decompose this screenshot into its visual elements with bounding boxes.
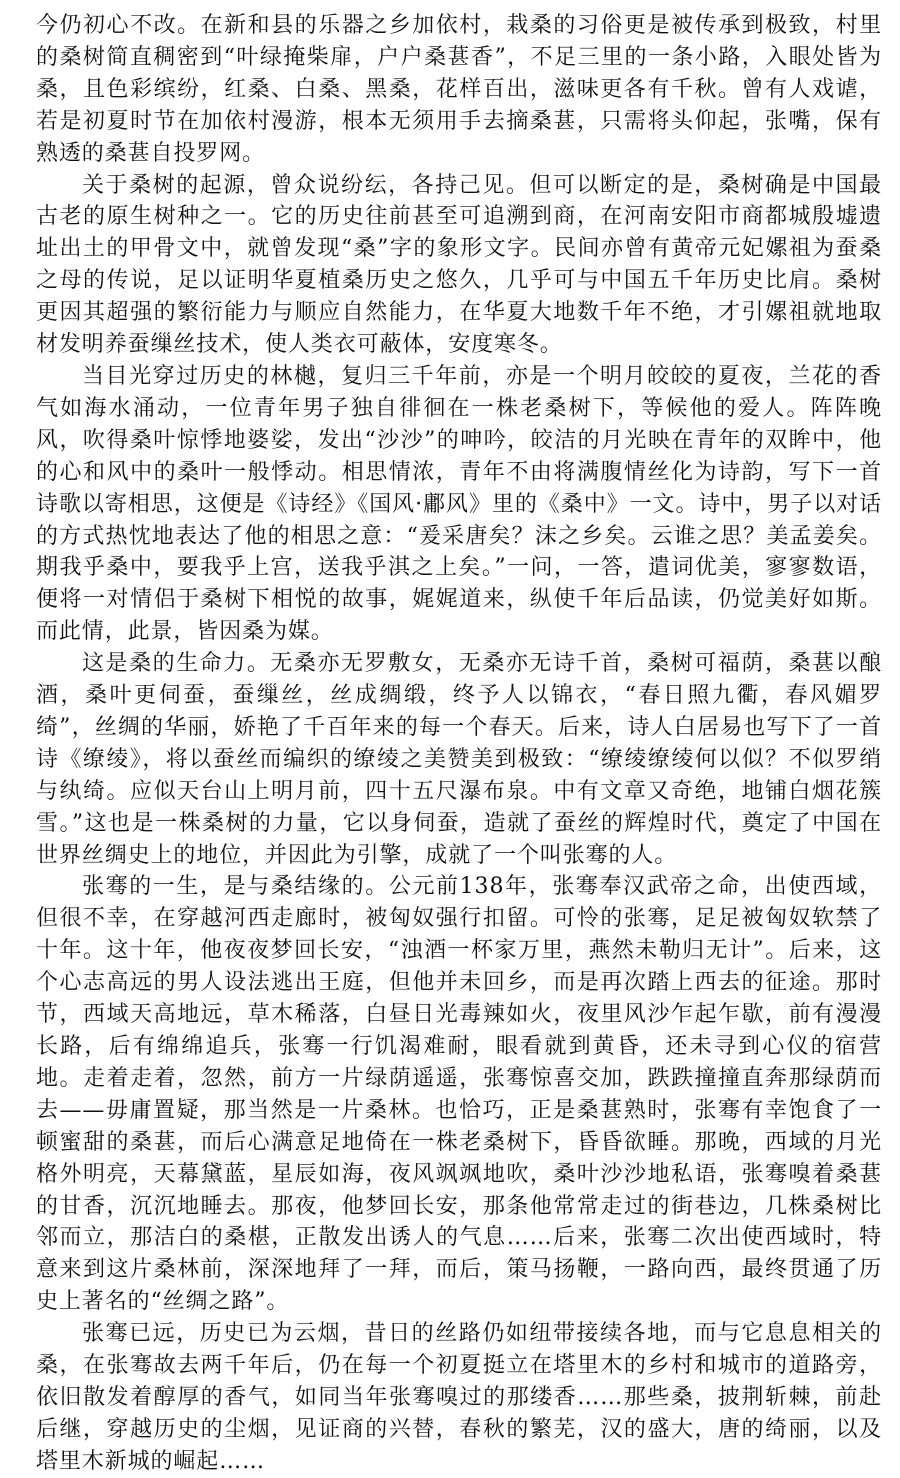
paragraph-closing: 张骞已远，历史已为云烟，昔日的丝路仍如纽带接续各地，而与它息息相关的桑，在张骞故去两千年后，仍在每一个初夏挺立在塔里木的乡村和城市的道路旁，依旧散发着醇厚的香气，如同当年张骞嗅过的那缕香……那些桑，披荆斩棘，前赴后继，穿越历史的尘烟，见证商的兴替，春秋的繁芜，汉的盛大，唐的绮丽，以及塔里木新城的崛起…… [36, 1321, 882, 1474]
paragraph-vitality-of-mulberry: 这是桑的生命力。无桑亦无罗敷女，无桑亦无诗千首，桑树可福荫，桑葚以酿酒，桑叶更伺蚕，蚕缫丝，丝成绸缎，终予人以锦衣，“春日照九衢，春风媚罗绮”，丝绸的华丽，娇艳了千百年来的每一个春天。后来，诗人白居易也写下了一首诗《缭绫》，将以蚕丝而编织的缭绫之美赞美到极致：“缭绫缭绫何以似？不似罗绡与纨绮。应似天台山上明月前，四十五尺瀑布泉。中有文章又奇绝，地铺白烟花簇雪。”这也是一株桑树的力量，它以身伺蚕，造就了蚕丝的辉煌时代，奠定了中国在世界丝绸史上的地位，并因此为引擎，成就了一个叫张骞的人。 [36, 651, 882, 868]
article-page [36, 10, 882, 1478]
paragraph-origin-of-mulberry: 关于桑树的起源，曾众说纷纭，各持己见。但可以断定的是，桑树确是中国最古老的原生树种之一。它的历史往前甚至可追溯到商，在河南安阳市商都城殷墟遗址出土的甲骨文中，就曾发现“桑”字的象形文字。民间亦曾有黄帝元妃嫘祖为蚕桑之母的传说，足以证明华夏植桑历史之悠久，几乎可与中国五千年历史比肩。桑树更因其超强的繁衍能力与顺应自然能力，在华夏大地数千年不绝，才引嫘祖就地取材发明养蚕缫丝技术，使人类衣可蔽体，安度寒冬。 [36, 172, 882, 358]
paragraph-sang-zhong-poem: 当目光穿过历史的林樾，复归三千年前，亦是一个明月皎皎的夏夜，兰花的香气如海水涌动，一位青年男子独自徘徊在一株老桑树下，等候他的爱人。阵阵晚风，吹得桑叶惊悸地婆娑，发出“沙沙”的呻吟，皎洁的月光映在青年的双眸中，他的心和风中的桑叶一般悸动。相思情浓，青年不由将满腹情丝化为诗韵，写下一首诗歌以寄相思，这便是《诗经》《国风·鄘风》里的《桑中》一文。诗中，男子以对话的方式热忱地表达了他的相思之意：“爰采唐矣？沫之乡矣。云谁之思？美孟姜矣。期我乎桑中，要我乎上宫，送我乎淇之上矣。”一问，一答，遣词优美，寥寥数语，便将一对情侣于桑树下相悦的故事，娓娓道来，纵使千年后品读，仍觉美好如斯。而此情，此景，皆因桑为媒。 [36, 363, 882, 645]
paragraph-zhang-qian: 张骞的一生，是与桑结缘的。公元前138年，张骞奉汉武帝之命，出使西域，但很不幸，在穿越河西走廊时，被匈奴强行扣留。可怜的张骞，足足被匈奴软禁了十年。这十年，他夜夜梦回长安，“浊酒一杯家万里，燕然未勒归无计”。后来，这个心志高远的男人设法逃出王庭，但他并未回乡，而是再次踏上西去的征途。那时节，西域天高地远，草木稀落，白昼日光毒辣如火，夜里风沙乍起乍歇，前有漫漫长路，后有绵绵追兵，张骞一行饥渴难耐，眼看就到黄昏，还未寻到心仪的宿营地。走着走着，忽然，前方一片绿荫遥遥，张骞惊喜交加，跌跌撞撞直奔那绿荫而去——毋庸置疑，那当然是一片桑林。也恰巧，正是桑葚熟时，张骞有幸饱食了一顿蜜甜的桑葚，而后心满意足地倚在一株老桑树下，昏昏欲睡。那晚，西域的月光格外明亮，天幕黛蓝，星辰如海，夜风飒飒地吹，桑叶沙沙地私语，张骞嗅着桑葚的甘香，沉沉地睡去。那夜，他梦回长安，那条他常常走过的街巷边，几株桑树比邻而立，那洁白的桑椹，正散发出诱人的气息……后来，张骞二次出使西域时，特意来到这片桑林前，深深地拜了一拜，而后，策马扬鞭，一路向西，最终贯通了历史上著名的“丝绸之路”。 [36, 874, 882, 1315]
paragraph-continued: 今仍初心不改。在新和县的乐器之乡加依村，栽桑的习俗更是被传承到极致，村里的桑树简直稠密到“叶绿掩柴扉，户户桑葚香”，不足三里的一条小路，入眼处皆为桑，且色彩缤纷，红桑、白桑、黑桑，花样百出，滋味更各有千秋。曾有人戏谑，若是初夏时节在加依村漫游，根本无须用手去摘桑葚，只需将头仰起，张嘴，保有熟透的桑葚自投罗网。 [36, 13, 882, 166]
